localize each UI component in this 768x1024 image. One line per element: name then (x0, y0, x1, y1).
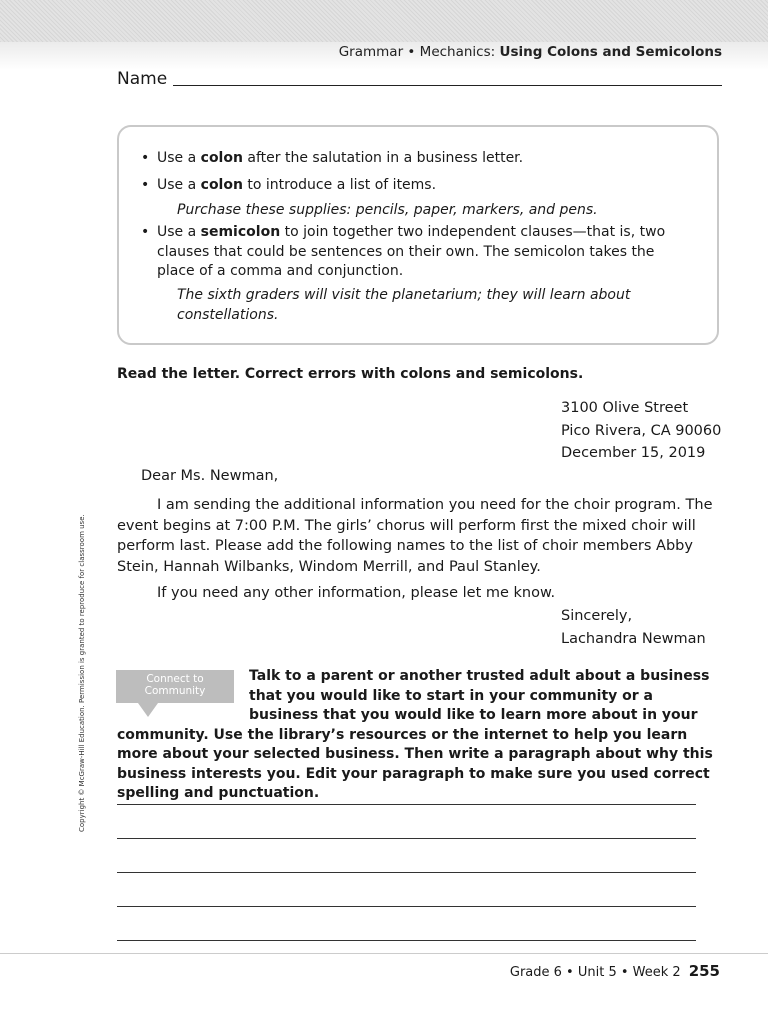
writing-line-4[interactable] (117, 906, 696, 907)
rule-keyword: colon (200, 177, 243, 193)
top-pattern-band (0, 0, 768, 42)
bullet: • (141, 177, 150, 193)
bullet: • (141, 150, 150, 166)
name-write-line[interactable] (173, 85, 722, 86)
connect-tag-line1: Connect to (146, 673, 204, 685)
address-street: 3100 Olive Street (561, 400, 689, 416)
copyright-notice: Copyright © McGraw-Hill Education. Permission is granted to reproduce for classroom use. (78, 514, 86, 832)
rule-text: Use a (157, 224, 201, 240)
header-prefix: Grammar • Mechanics: (338, 44, 500, 60)
rule-text: Use a (157, 150, 201, 166)
letter-paragraph-2: If you need any other information, please let me know. (157, 585, 556, 601)
rule-keyword: colon (200, 150, 243, 166)
connect-prompt-text: Talk to a parent or another trusted adult about a business that you would like to start in your community or a business that you would like to learn more about in your community. Use the library’s resources or the internet to help you learn more about your selected business. Then write a paragraph about why this business interests you. Edit your paragraph to make sure you used correct spelling and punctuation. (117, 668, 713, 801)
writing-line-1[interactable] (117, 804, 696, 805)
connect-community-tag (116, 670, 234, 703)
example-colon-list: Purchase these supplies: pencils, paper, markers, and pens. (177, 202, 598, 218)
page-header (339, 44, 722, 60)
rule-colon-salutation (141, 149, 677, 169)
writing-line-3[interactable] (117, 872, 696, 873)
signature: Lachandra Newman (561, 631, 706, 647)
letter-paragraph-1: I am sending the additional information you need for the choir program. The event begins at 7:00 P.M. The girls’ chorus will perform first the mixed choir will perform last. Please add the following names to the list of choir members Abby Stein, Hannah Wilbanks, Windom Merrill, and Paul Stanley. (117, 497, 713, 575)
salutation: Dear Ms. Newman, (141, 468, 279, 484)
name-row (117, 69, 722, 89)
writing-line-5[interactable] (117, 940, 696, 941)
rule-text: to join together two independent clauses—that is, two clauses that could be sentences on their own. The semicolon takes the place of a comma and conjunction. (157, 224, 666, 279)
closing: Sincerely, (561, 608, 633, 624)
rules-box (117, 125, 719, 345)
footer-divider (0, 953, 768, 954)
rule-keyword: semicolon (200, 224, 281, 240)
connect-tag-line2: Community (144, 685, 206, 697)
example-semicolon: The sixth graders will visit the planetarium; they will learn about constellations. (177, 287, 631, 323)
rule-text: after the salutation in a business letter. (242, 150, 524, 166)
header-topic: Using Colons and Semicolons (499, 44, 722, 60)
rule-semicolon (141, 223, 677, 282)
footer-label: Grade 6 • Unit 5 • Week 2 (509, 965, 681, 980)
rule-text: to introduce a list of items. (242, 177, 437, 193)
name-label: Name (117, 69, 168, 89)
writing-line-2[interactable] (117, 838, 696, 839)
letter-body (117, 495, 715, 604)
page-number: 255 (688, 962, 720, 980)
bullet: • (141, 224, 150, 240)
rule-text: Use a (157, 177, 201, 193)
page-footer (510, 962, 720, 980)
rule-colon-list (141, 176, 677, 196)
instruction: Read the letter. Correct errors with colons and semicolons. (117, 366, 584, 382)
letter-date: December 15, 2019 (561, 445, 706, 461)
address-city: Pico Rivera, CA 90060 (561, 423, 722, 439)
